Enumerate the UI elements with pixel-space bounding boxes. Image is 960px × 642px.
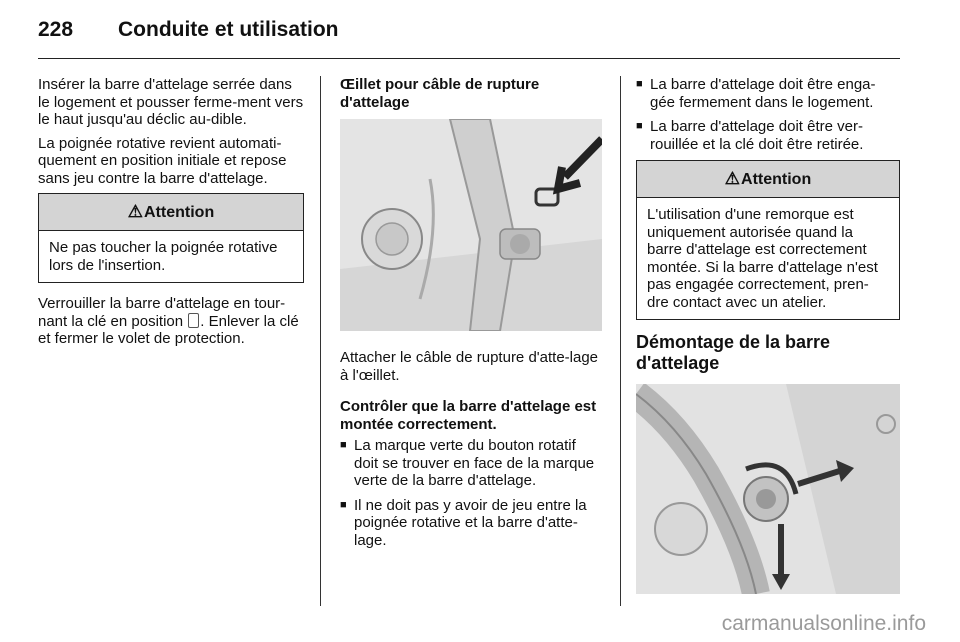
paragraph: Insérer la barre d'attelage serrée dans le logement et pousser ferme-ment vers le haut jusqu'au déclic au-dible. [38,76,304,128]
key-lock-position-icon [188,313,199,328]
list-item: ■ La barre d'attelage doit être enga-gée fermement dans le logement. [636,76,900,111]
attention-header [637,161,899,198]
column-3 [636,76,900,594]
paragraph-text: Verrouiller la barre d'attelage en tour-nant la clé en position [38,295,286,330]
photo-removal [636,384,900,594]
watermark: carmanualsonline.info [721,612,926,635]
warning-triangle-icon: ⚠ [724,169,741,188]
page-number: 228 [38,18,74,41]
attention-title: Attention [741,171,812,188]
attention-text: Ne pas toucher la poignée rotative lors de l'insertion. [49,239,278,274]
paragraph: La poignée rotative revient automati-quement en position initiale et repose sans jeu contre la barre d'attelage. [38,134,287,187]
list-item: ■ Il ne doit pas y avoir de jeu entre la poignée rotative et la barre d'atte-lage. [340,497,604,550]
attention-box [636,160,900,320]
attention-header [39,194,303,231]
section-heading: Œillet pour câble de rupture d'attelage [340,76,540,111]
check-list [340,437,604,549]
check-heading: Contrôler que la barre d'attelage est montée correctement. [340,398,597,433]
column-divider [320,76,321,606]
header-rule [38,58,900,59]
paragraph [38,295,304,348]
list-item: ■ La barre d'attelage doit être ver-rouillée et la clé doit être retirée. [636,118,900,153]
photo-caption: Attacher le câble de rupture d'atte-lage à l'œillet. [340,349,599,384]
column-divider [620,76,621,606]
photo-breakaway-eyelet [340,119,602,331]
column-1 [38,76,304,354]
attention-box [38,193,304,283]
attention-title: Attention [144,204,215,221]
warning-triangle-icon: ⚠ [127,202,144,221]
section-heading: Démontage de la barre d'attelage [636,332,831,373]
attention-text: L'utilisation d'une remorque est uniquement autorisée quand la barre d'attelage est correctement montée. Si la barre d'attelage n'est pas engagée correctement, pren-dre contact avec un atelier. [647,206,878,311]
page-title: Conduite et utilisation [118,18,339,41]
list-item: ■ La marque verte du bouton rotatif doit se trouver en face de la marque verte de la barre d'attelage. [340,437,604,490]
paragraph-text: . Enlever la clé et fermer le volet de protection. [38,312,299,347]
column-2 [340,76,604,556]
requirement-list [636,76,900,153]
